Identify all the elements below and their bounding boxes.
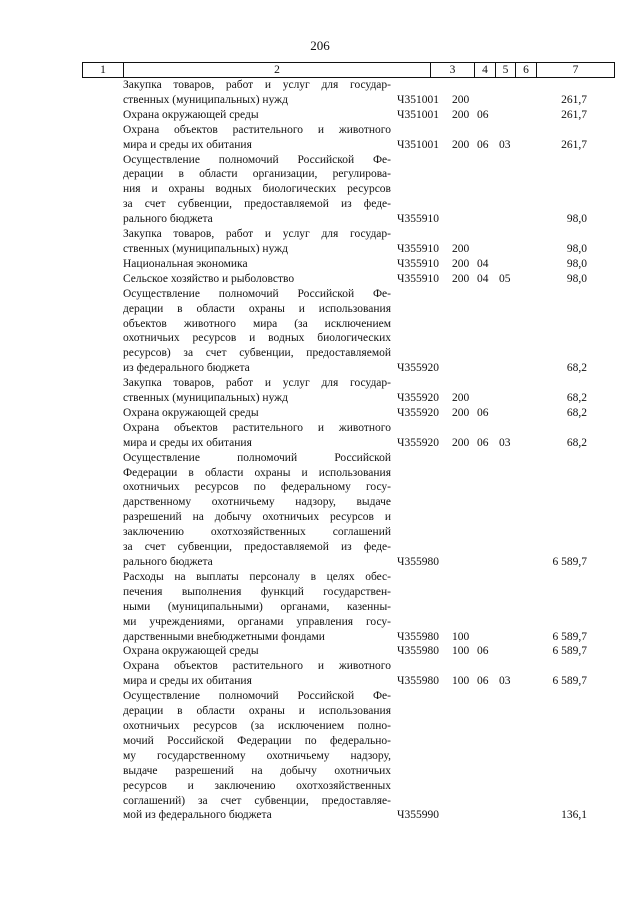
description-line: ственных (муниципальных) нужд	[123, 242, 288, 255]
table-body	[0, 78, 640, 823]
table-row	[0, 421, 640, 451]
description-line: Закупка товаров, работ и услуг для государ-	[123, 79, 391, 91]
row-value: 68,2	[566, 436, 587, 449]
header-col-6: 6	[515, 63, 536, 77]
row-value: 68,2	[566, 392, 587, 405]
row-code: Ч351001	[397, 108, 439, 121]
row-value: 98,0	[566, 242, 587, 255]
row-col-6: 03	[499, 436, 511, 449]
row-col-4: 100	[452, 630, 470, 643]
description-line: охотничьих ресурсов по федеральному госу-	[123, 481, 391, 494]
row-code: Ч355920	[397, 406, 439, 419]
table-row	[0, 689, 640, 823]
description-line: выдаче разрешений на добычу охотничьих	[123, 764, 391, 777]
description-line: заключению охотхозяйственных соглашений	[123, 526, 391, 539]
description-line: за счет субвенции, предоставляемой из феде-	[123, 198, 391, 211]
page-number: 206	[310, 38, 330, 53]
row-col-4: 200	[452, 108, 470, 121]
row-value: 136,1	[561, 809, 587, 822]
description-line: дерации в области охраны и использования	[123, 302, 391, 315]
row-code: Ч355980	[397, 630, 439, 643]
row-col-4: 100	[452, 645, 470, 658]
row-value: 6 589,7	[552, 675, 587, 688]
description-line: ресурсов и заключению охотхозяйственных	[123, 779, 391, 792]
table-row	[0, 570, 640, 645]
row-value: 261,7	[561, 108, 587, 121]
table-header	[82, 62, 615, 78]
header-col-2: 2	[123, 63, 430, 77]
description-line: мой из федерального бюджета	[123, 809, 272, 822]
row-description	[123, 272, 391, 287]
row-description	[123, 287, 391, 376]
row-description	[123, 123, 391, 153]
description-line: ными (муниципальными) органами, казенны-	[123, 600, 391, 613]
table-row	[0, 451, 640, 570]
row-description	[123, 570, 391, 645]
description-line: ресурсов) за счет субвенции, предоставляемой	[123, 347, 391, 360]
table-row	[0, 257, 640, 272]
row-code: Ч355910	[397, 272, 439, 285]
description-line: рального бюджета	[123, 556, 213, 568]
row-col-5: 06	[477, 406, 489, 419]
table-row	[0, 123, 640, 153]
row-col-5: 06	[477, 138, 489, 151]
row-value: 6 589,7	[552, 556, 587, 569]
row-code: Ч355920	[397, 392, 439, 405]
row-col-6: 03	[499, 675, 511, 688]
row-col-5: 06	[477, 645, 489, 658]
description-line: дерации в области организации, регулирова-	[123, 168, 391, 181]
row-col-4: 100	[452, 675, 470, 688]
description-line: Федерации в области охраны и использования	[123, 466, 391, 479]
description-line: Сельское хозяйство и рыболовство	[123, 272, 295, 285]
row-value: 261,7	[561, 138, 587, 151]
row-description	[123, 421, 391, 451]
row-code: Ч355980	[397, 645, 439, 658]
row-col-5: 04	[477, 272, 489, 285]
row-code: Ч351001	[397, 93, 439, 106]
description-line: мочий Российской Федерации по федерально-	[123, 734, 391, 747]
description-line: охотничьих ресурсов (за исключением полно-	[123, 719, 391, 732]
row-description	[123, 406, 391, 421]
row-description	[123, 78, 391, 108]
description-line: Осуществление полномочий Российской Фе-	[123, 690, 391, 703]
row-col-6: 03	[499, 138, 511, 151]
row-description	[123, 227, 391, 257]
row-code: Ч355920	[397, 362, 439, 375]
table-row	[0, 406, 640, 421]
description-line: Национальная экономика	[123, 257, 248, 270]
header-col-5: 5	[495, 63, 515, 77]
description-line: Осуществление полномочий Российской Фе-	[123, 287, 391, 300]
description-line: мира и среды их обитания	[123, 138, 252, 151]
row-col-6: 05	[499, 272, 511, 285]
description-line: Охрана окружающей среды	[123, 108, 259, 121]
row-value: 98,0	[566, 257, 587, 270]
header-col-3: 3	[430, 63, 474, 77]
table-row	[0, 227, 640, 257]
description-line: Охрана объектов растительного и животного	[123, 660, 391, 673]
header-col-1: 1	[82, 63, 123, 77]
row-value: 6 589,7	[552, 645, 587, 658]
row-value: 98,0	[566, 213, 587, 226]
row-description	[123, 451, 391, 570]
row-col-5: 06	[477, 675, 489, 688]
description-line: ственных (муниципальных) нужд	[123, 392, 288, 405]
description-line: объектов животного мира (за исключением	[123, 317, 391, 330]
row-code: Ч355980	[397, 675, 439, 688]
row-col-5: 04	[477, 257, 489, 270]
row-col-5: 06	[477, 108, 489, 121]
description-line: дарственными внебюджетными фондами	[123, 630, 325, 643]
description-line: ственных (муниципальных) нужд	[123, 93, 288, 106]
row-col-4: 200	[452, 272, 470, 285]
description-line: Расходы на выплаты персоналу в целях обес-	[123, 570, 391, 583]
row-col-4: 200	[452, 93, 470, 106]
description-line: охотничьих ресурсов и водных биологических	[123, 332, 391, 345]
description-line: му государственному охотничьему надзору,	[123, 749, 391, 762]
description-line: разрешений на добычу охотничьих ресурсов и	[123, 511, 391, 524]
description-line: Охрана окружающей среды	[123, 645, 259, 658]
row-code: Ч355990	[397, 809, 439, 822]
row-description	[123, 153, 391, 228]
row-code: Ч355980	[397, 556, 439, 569]
table-row	[0, 644, 640, 659]
table-row	[0, 78, 640, 108]
description-line: Осуществление полномочий Российской Фе-	[123, 153, 391, 166]
description-line: Осуществление полномочий Российской	[123, 451, 391, 464]
row-description	[123, 257, 391, 272]
row-code: Ч355910	[397, 213, 439, 226]
row-description	[123, 376, 391, 406]
table-row	[0, 108, 640, 123]
description-line: ми учреждениями, органами управления госу-	[123, 615, 391, 628]
table-row	[0, 376, 640, 406]
row-col-4: 200	[452, 392, 470, 405]
header-col-4: 4	[474, 63, 495, 77]
row-value: 68,2	[566, 362, 587, 375]
row-col-4: 200	[452, 436, 470, 449]
row-description	[123, 659, 391, 689]
description-line: из федерального бюджета	[123, 362, 250, 375]
row-description	[123, 108, 391, 123]
row-value: 98,0	[566, 272, 587, 285]
row-code: Ч355910	[397, 242, 439, 255]
row-code: Ч355920	[397, 436, 439, 449]
row-col-4: 200	[452, 406, 470, 419]
description-line: дарственному охотничьему надзору, выдаче	[123, 496, 391, 509]
description-line: Охрана объектов растительного и животного	[123, 421, 391, 434]
row-col-5: 06	[477, 436, 489, 449]
description-line: ния и охраны водных биологических ресурсов	[123, 183, 391, 196]
header-col-7: 7	[536, 63, 615, 77]
table-row	[0, 287, 640, 376]
table-row	[0, 659, 640, 689]
description-line: дерации в области охраны и использования	[123, 705, 391, 718]
row-value: 68,2	[566, 406, 587, 419]
row-col-4: 200	[452, 138, 470, 151]
table-row	[0, 153, 640, 228]
description-line: Закупка товаров, работ и услуг для государ-	[123, 228, 391, 241]
description-line: соглашений) за счет субвенции, предоставляе-	[123, 794, 391, 807]
description-line: рального бюджета	[123, 213, 213, 226]
description-line: мира и среды их обитания	[123, 675, 252, 688]
description-line: за счет субвенции, предоставляемой из феде-	[123, 541, 391, 554]
description-line: Охрана окружающей среды	[123, 406, 259, 419]
row-code: Ч355910	[397, 257, 439, 270]
table-row	[0, 272, 640, 287]
row-value: 6 589,7	[552, 630, 587, 643]
row-value: 261,7	[561, 93, 587, 106]
description-line: мира и среды их обитания	[123, 436, 252, 449]
row-description	[123, 689, 391, 823]
description-line: печения выполнения функций государствен-	[123, 585, 391, 598]
description-line: Охрана объектов растительного и животного	[123, 123, 391, 136]
row-col-4: 200	[452, 257, 470, 270]
row-description	[123, 644, 391, 659]
row-code: Ч351001	[397, 138, 439, 151]
row-col-4: 200	[452, 242, 470, 255]
description-line: Закупка товаров, работ и услуг для государ-	[123, 377, 391, 390]
